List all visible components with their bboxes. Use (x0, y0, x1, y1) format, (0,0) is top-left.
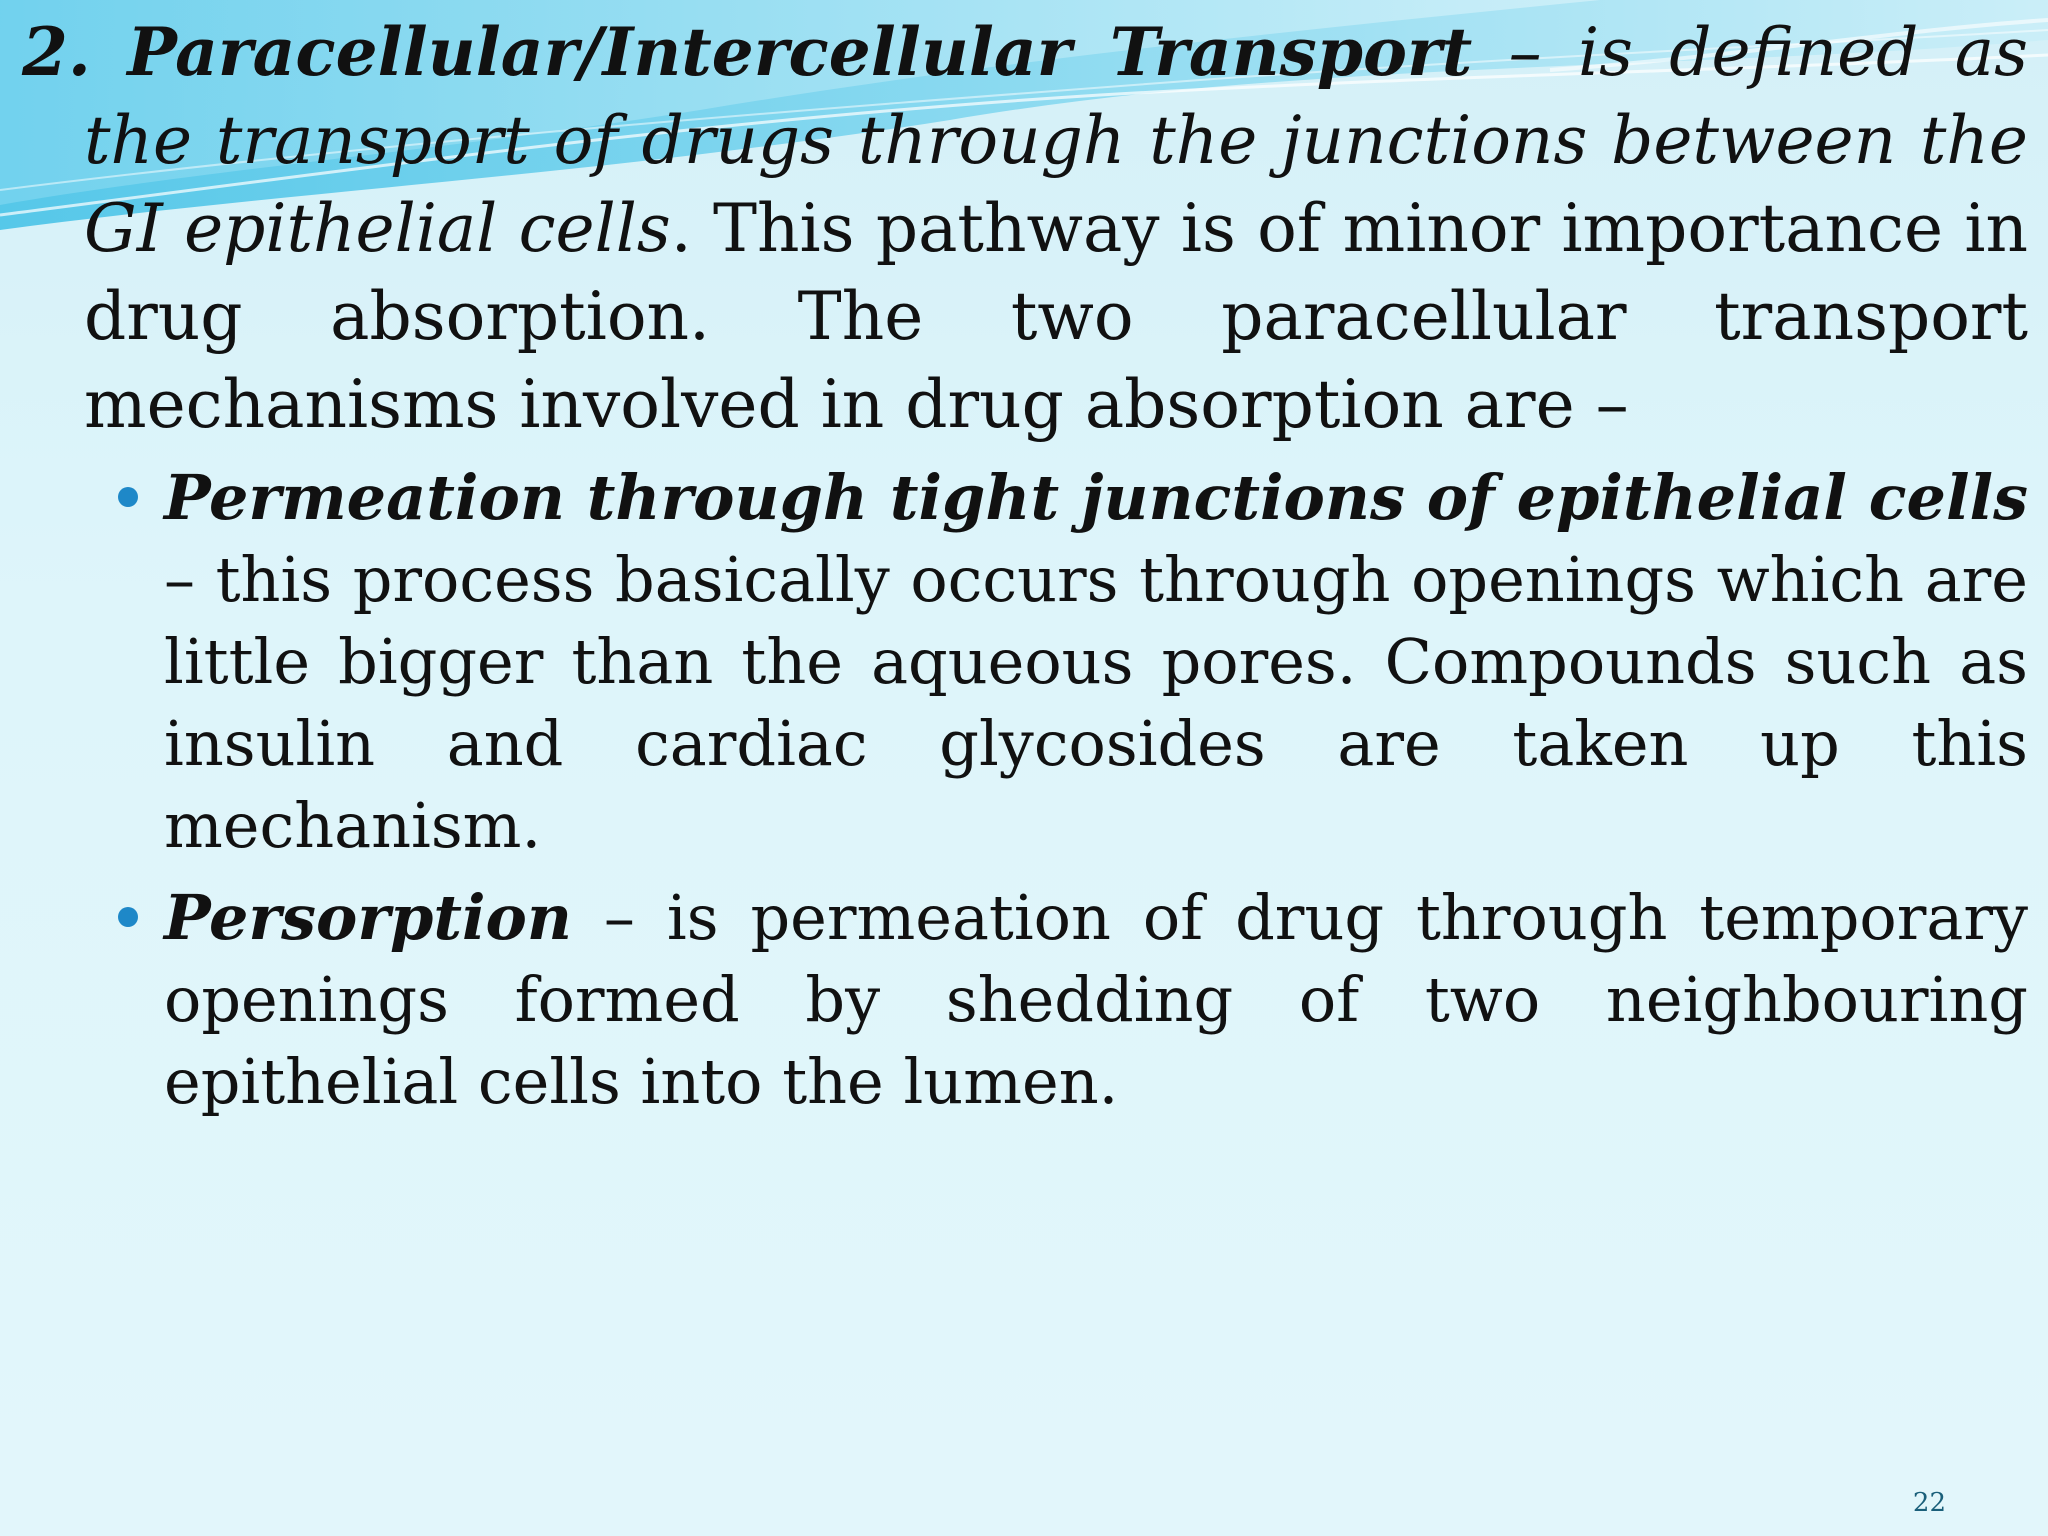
section-definition: – is defined as the transport of drugs through the junctions between the GI epithelial cells (84, 14, 2029, 267)
section-term: Paracellular/Intercellular Transport (127, 13, 1473, 91)
intro-paragraph (22, 8, 2028, 449)
section-text: . This pathway is of minor importance in drug absorption. The two paracellular transport mechanisms involved in drug absorption are – (84, 190, 2029, 443)
bullet-item (22, 877, 2028, 1123)
slide-content (22, 8, 2028, 1133)
bullet-list (22, 457, 2028, 1123)
section-number: 2. (22, 13, 91, 91)
page-number: 22 (1912, 1488, 1946, 1518)
bullet-text: – is permeation of drug through temporary openings formed by shedding of two neighbouring epithelial cells into the lumen. (164, 881, 2028, 1118)
bullet-term: Permeation through tight junctions of epithelial cells (164, 461, 2028, 534)
bullet-dot-icon (118, 907, 138, 927)
bullet-term: Persorption (164, 881, 572, 954)
bullet-text: – this process basically occurs through openings which are little bigger than the aqueous pores. Compounds such as insulin and cardiac glycosides are taken up this mechanism. (164, 543, 2028, 862)
bullet-item (22, 457, 2028, 867)
bullet-dot-icon (118, 487, 138, 507)
